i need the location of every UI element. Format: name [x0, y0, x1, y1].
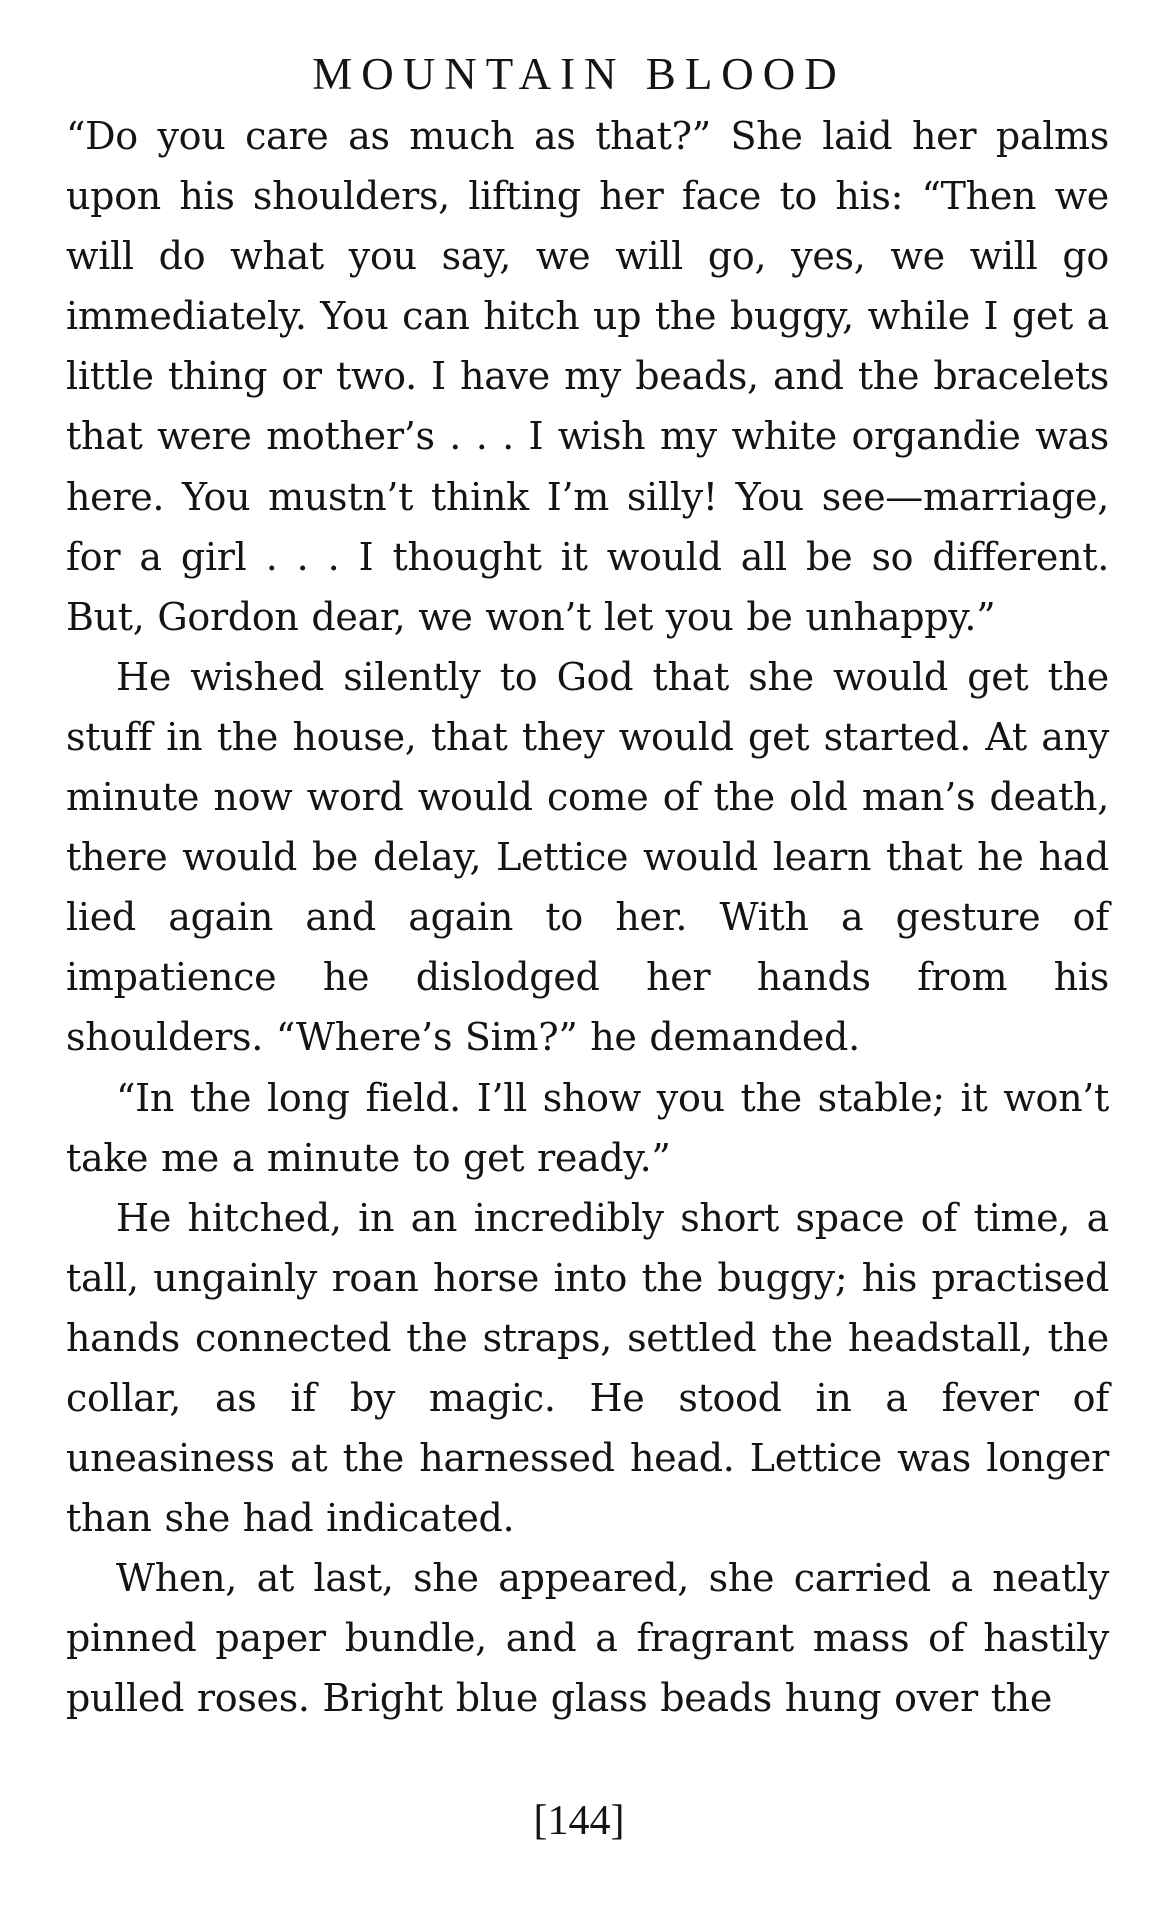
paragraph: “In the long field. I’ll show you the stable; it won’t take me a minute to get ready.”	[66, 1075, 1109, 1180]
paragraph: “Do you care as much as that?” She laid her palms upon his shoulders, lifting her face to his: “Then we will do what you say, we will go, yes, we will go immediately. You can hitch up the buggy, while I get a little thing or two. I have my beads, and the bracelets that were mother’s . . . I wish my white organdie was here. You mustn’t think I’m silly! You see—marriage, for a girl . . . I thought it would all be so different. But, Gordon dear, we won’t let you be unhappy.”	[66, 114, 1109, 639]
page-number: [144]	[533, 1798, 625, 1844]
paragraph: He hitched, in an incredibly short space of time, a tall, ungainly roan horse into the buggy; his practised hands connected the straps, settled the headstall, the collar, as if by magic. He stood in a fever of uneasiness at the harnessed head. Lettice was longer than she had indicated.	[66, 1195, 1109, 1541]
paragraph: When, at last, she appeared, she carried a neatly pinned paper bundle, and a fragrant mass of hastily pulled roses. Bright blue glass beads hung over the	[66, 1556, 1109, 1721]
body-text	[66, 106, 1109, 1729]
paragraph: He wished silently to God that she would get the stuff in the house, that they would get started. At any minute now word would come of the old man’s death, there would be delay, Lettice would learn that he had lied again and again to her. With a gesture of impatience he dislodged her hands from his shoulders. “Where’s Sim?” he demanded.	[66, 654, 1109, 1060]
running-head: MOUNTAIN BLOOD	[312, 49, 846, 99]
